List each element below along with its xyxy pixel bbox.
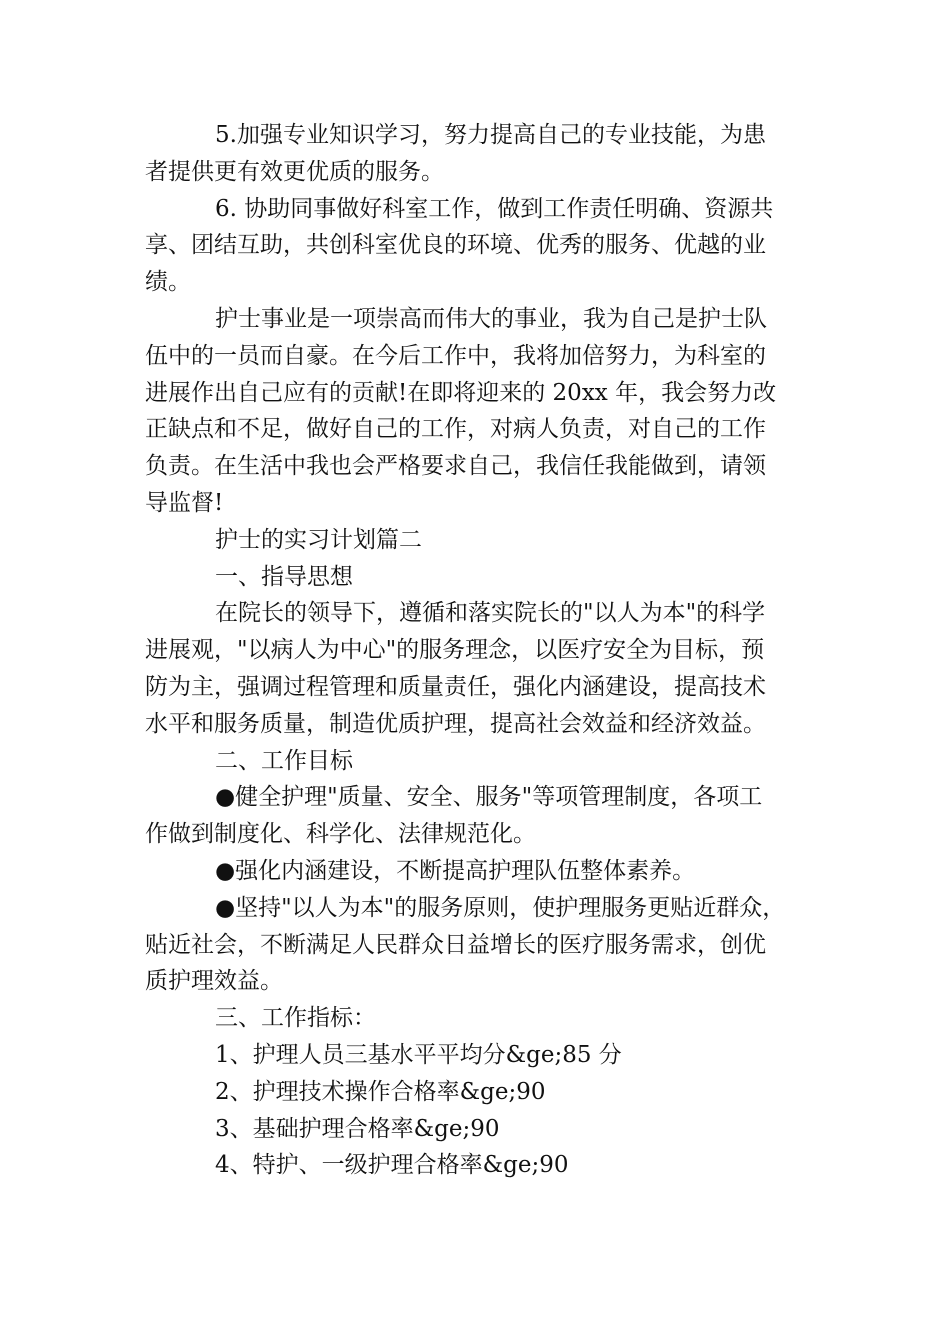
section-title: 护士的实习计划篇二 — [215, 526, 422, 553]
bullet-line: ●健全护理"质量、安全、服务"等项管理制度，各项工 — [215, 784, 763, 811]
bullet-line: ●强化内涵建设，不断提高护理队伍整体素养。 — [215, 857, 696, 884]
section-heading: 三、工作指标： — [215, 1005, 376, 1032]
text-line: 者提供更有效更优质的服务。 — [145, 158, 444, 185]
indicator-item: 2、护理技术操作合格率&ge;90 — [215, 1078, 546, 1105]
text-line: 质护理效益。 — [145, 968, 283, 995]
text-line: 水平和服务质量，制造优质护理，提高社会效益和经济效益。 — [145, 710, 766, 737]
indicator-item: 1、护理人员三基水平平均分&ge;85 分 — [215, 1041, 622, 1068]
text-line: 护士事业是一项崇高而伟大的事业，我为自己是护士队 — [215, 305, 767, 332]
text-line: 负责。在生活中我也会严格要求自己，我信任我能做到，请领 — [145, 453, 766, 480]
indicator-item: 4、特护、一级护理合格率&ge;90 — [215, 1152, 569, 1179]
section-heading: 一、指导思想 — [215, 563, 353, 590]
section-heading: 二、工作目标 — [215, 747, 353, 774]
text-line: 作做到制度化、科学化、法律规范化。 — [145, 821, 536, 848]
bullet-line: ●坚持"以人为本"的服务原则，使护理服务更贴近群众， — [215, 894, 786, 921]
text-line: 防为主，强调过程管理和质量责任，强化内涵建设，提高技术 — [145, 673, 766, 700]
text-line: 在院长的领导下，遵循和落实院长的"以人为本"的科学 — [215, 600, 766, 627]
text-line: 进展观，"以病人为中心"的服务理念，以医疗安全为目标，预 — [145, 637, 765, 664]
text-line: 伍中的一员而自豪。在今后工作中，我将加倍努力，为科室的 — [145, 342, 766, 369]
text-line: 进展作出自己应有的贡献!在即将迎来的 20xx 年，我会努力改 — [145, 379, 777, 406]
text-line: 6. 协助同事做好科室工作，做到工作责任明确、资源共 — [215, 195, 774, 222]
text-line: 正缺点和不足，做好自己的工作，对病人负责，对自己的工作 — [145, 416, 766, 443]
text-line: 贴近社会，不断满足人民群众日益增长的医疗服务需求，创优 — [145, 931, 766, 958]
text-line: 享、团结互助，共创科室优良的环境、优秀的服务、优越的业 — [145, 232, 766, 259]
indicator-item: 3、基础护理合格率&ge;90 — [215, 1115, 500, 1142]
text-line: 5.加强专业知识学习，努力提高自己的专业技能，为患 — [215, 122, 766, 148]
document-body — [145, 117, 807, 1184]
text-line: 绩。 — [145, 269, 191, 296]
text-line: 导监督! — [145, 489, 224, 516]
